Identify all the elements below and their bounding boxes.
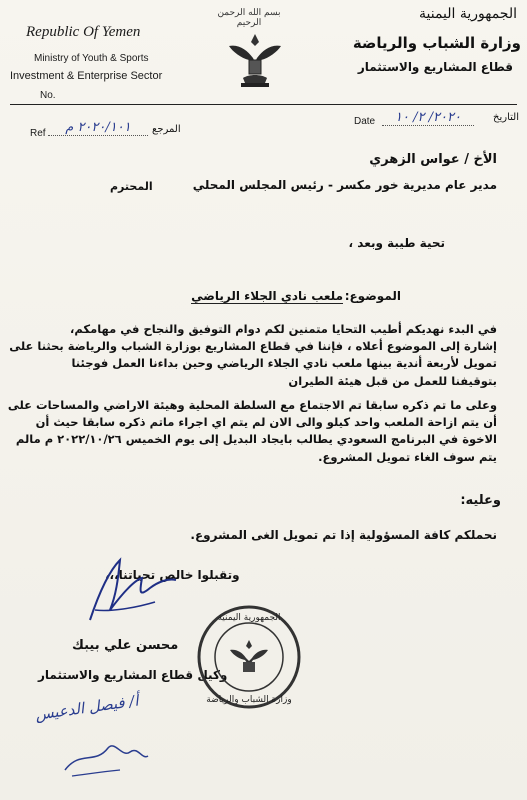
date-label-en: Date (354, 116, 376, 127)
stamp-seal-icon (196, 604, 302, 710)
handwritten-scribble (60, 730, 150, 780)
header-ar-republic: الجمهورية اليمنية (418, 6, 517, 22)
body-line-2: إشارة إلى الموضوع أعلاه ، فإننا في قطاع المشاريع بوزارة الشباب والرياضة بحثنا على (9, 339, 497, 353)
ref-label-ar: المرجع (152, 124, 181, 135)
signatory-title: وكيل قطاع المشاريع والاستثمار (38, 668, 228, 682)
basmala: بسم الله الرحمن الرحيم (217, 8, 281, 28)
ref-label-en: Ref (30, 128, 46, 139)
subject-text: ملعب نادي الجلاء الرياضي (191, 289, 343, 303)
signature (80, 550, 180, 630)
official-stamp (196, 604, 302, 710)
date-value: ٢٠٢٠/ ٢/ ١٠ (382, 110, 474, 126)
addressee-name: الأخ / عواس الزهري (369, 152, 497, 167)
national-emblem (225, 28, 285, 90)
regards: وتقبلوا خالص تحياتنا،،، (105, 568, 240, 582)
header-divider (10, 104, 517, 105)
subject-label: الموضوع: (344, 289, 401, 303)
header-en-republic: Republic Of Yemen (26, 24, 141, 40)
addressee-title: مدير عام مديرية خور مكسر - رئيس المجلس المحلي (192, 178, 497, 192)
header-en-sector: Investment & Enterprise Sector (10, 70, 163, 82)
signature-scribble-icon (80, 550, 180, 630)
addressee-honorific: المحترم (110, 180, 153, 193)
closing-heading: وعليه: (460, 493, 501, 508)
handwritten-scribble-icon (60, 730, 150, 780)
body-line-5: وعلى ما تم ذكره سابقا تم الاجتماع مع السلطة المحلية وهيئة الاراضي والمساحات على (7, 398, 497, 412)
eagle-emblem-icon (225, 28, 285, 90)
body-line-6: أن يتم ازاحة الملعب واحد كيلو والى الان لم يتم اي اجراء ماتم ذكره سابقا حيث أن (35, 415, 497, 429)
header-en-no: No. (40, 90, 56, 101)
stamp-bottom-text: وزارة الشباب والرياضة (206, 695, 292, 705)
ref-value: ٢٠٢٠/١٠١ م (48, 120, 148, 136)
body-line-3: تمويل لأربعة أندية بينها ملعب نادي الجلاء الرياضي وحين بداءنا العمل فوجئنا (71, 356, 497, 370)
body-line-4: بتوقيفنا للعمل من قبل هيئة الطيران (288, 374, 497, 388)
body-line-8: يتم سوف الغاء تمويل المشروع. (318, 450, 497, 464)
stamp-top-text: الجمهورية اليمنية (217, 613, 281, 623)
body-line-7: الاخوة في البرنامج السعودي يطالب بايجاد البديل إلى يوم الخميس ٢٠٢٢/١٠/٢٦ م مالم (15, 432, 497, 446)
body-line-1: في البدء نهديكم أطيب التحايا متمنين لكم دوام التوفيق والنجاح في مهامكم، (70, 322, 497, 336)
header-ar-ministry: وزارة الشباب والرياضة (352, 34, 521, 52)
header-ar-sector: قطاع المشاريع والاستثمار (357, 60, 513, 74)
signatory-name: محسن علي بيبك (72, 638, 179, 653)
handwritten-note: أ/ فيصل الدعيس (34, 691, 140, 724)
greeting: تحية طيبة وبعد ، (348, 236, 445, 250)
header-en-ministry: Ministry of Youth & Sports (34, 53, 149, 64)
date-label-ar: التاريخ (493, 112, 519, 123)
closing-line: نحملكم كافة المسؤولية إذا تم تمويل الغى المشروع. (190, 528, 497, 542)
